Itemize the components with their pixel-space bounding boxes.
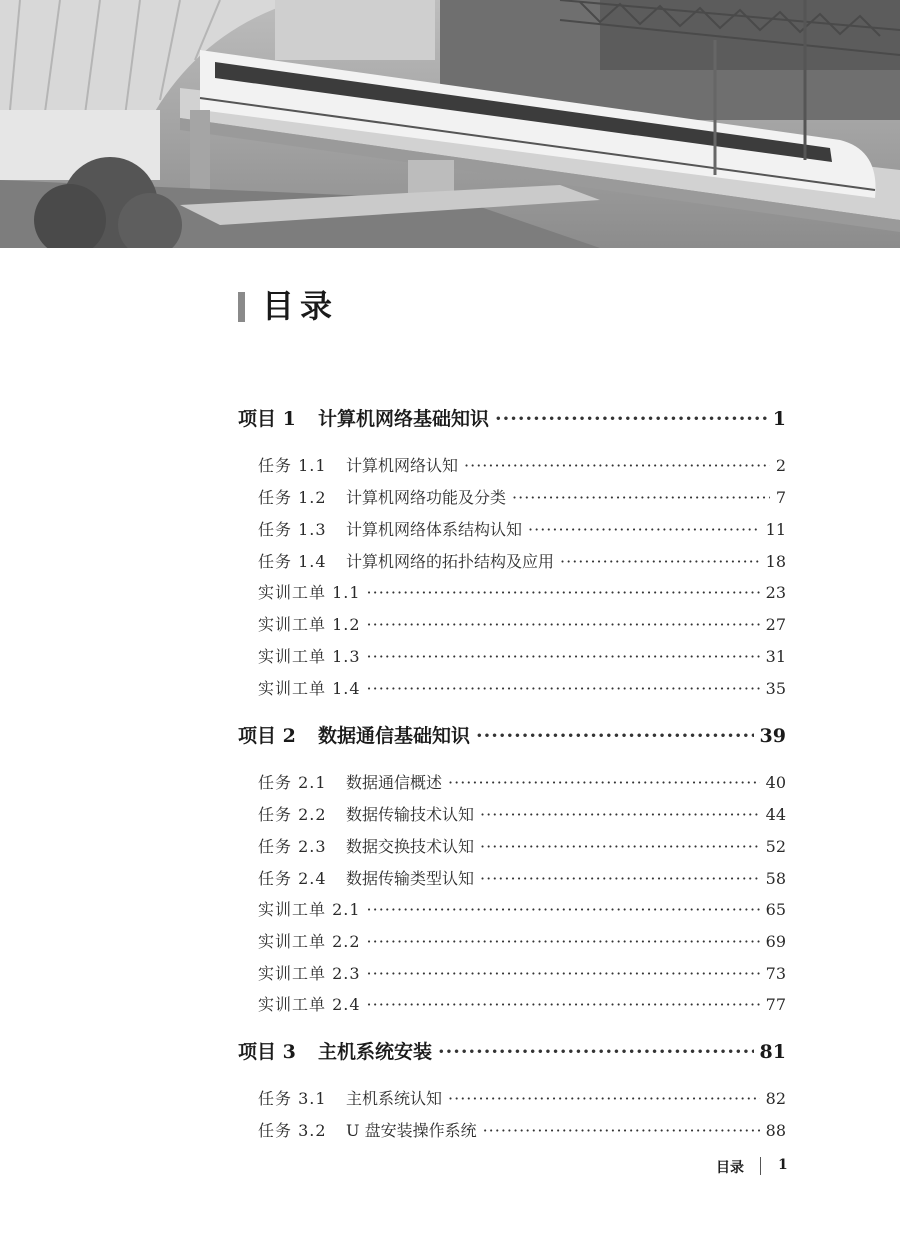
toc-entry-number: 实训工单 1.3 [258, 647, 361, 666]
toc-section-entry[interactable] [258, 834, 786, 857]
toc-section-entry[interactable] [258, 770, 786, 793]
toc-page-number: 2 [775, 456, 786, 475]
toc-entry-number: 项目 2 [238, 725, 296, 747]
toc-page-number: 40 [765, 773, 786, 792]
toc-dot-leader [512, 488, 770, 507]
toc-entry-title: 数据传输技术认知 [346, 805, 475, 824]
toc-dot-leader [367, 900, 760, 919]
toc-entry-number: 任务 3.1 [258, 1089, 327, 1108]
toc-lab-entry[interactable] [258, 580, 786, 603]
toc-page-number: 7 [775, 488, 786, 507]
toc-page-number: 18 [765, 552, 786, 571]
toc-page-number: 77 [765, 995, 786, 1014]
toc-dot-leader [367, 964, 760, 983]
toc-entry-title: 数据交换技术认知 [346, 837, 475, 856]
toc-entry-title: 计算机网络基础知识 [318, 408, 490, 430]
toc-section-entry[interactable] [258, 1086, 786, 1109]
page-title: 目录 [262, 287, 339, 325]
toc-section-entry[interactable] [258, 802, 786, 825]
toc-entry-number: 任务 1.2 [258, 488, 327, 507]
toc-dot-leader [476, 725, 754, 747]
toc-entry-number: 项目 1 [238, 408, 296, 430]
toc-lab-entry[interactable] [258, 644, 786, 667]
toc-page-number: 31 [765, 647, 786, 666]
toc-dot-leader [367, 583, 760, 602]
footer-separator [760, 1157, 761, 1175]
toc-dot-leader [367, 932, 760, 951]
toc-dot-leader [480, 869, 760, 888]
toc-section-entry[interactable] [258, 866, 786, 889]
toc-lab-entry[interactable] [258, 929, 786, 952]
toc-page-number: 44 [765, 805, 786, 824]
toc-entry-number: 任务 2.2 [258, 805, 327, 824]
toc-entry-number: 实训工单 2.4 [258, 995, 361, 1014]
toc-entry-title: 计算机网络的拓扑结构及应用 [346, 552, 555, 571]
toc-entry-number: 任务 1.1 [258, 456, 327, 475]
toc-page-number: 69 [765, 932, 786, 951]
toc-entry-title: 计算机网络体系结构认知 [346, 520, 523, 539]
toc-dot-leader [367, 995, 760, 1014]
toc-page-number: 52 [765, 837, 786, 856]
header-photo [0, 0, 900, 248]
toc-entry-number: 任务 2.1 [258, 773, 327, 792]
toc-dot-leader [367, 679, 760, 698]
toc-page-number: 1 [772, 408, 786, 430]
toc-dot-leader [495, 408, 767, 430]
toc-dot-leader [480, 837, 760, 856]
toc-dot-leader [560, 552, 760, 571]
toc-entry-number: 任务 1.3 [258, 520, 327, 539]
toc-dot-leader [528, 520, 760, 539]
toc-page-number: 58 [765, 869, 786, 888]
toc-entry-title: 数据传输类型认知 [346, 869, 475, 888]
toc-entry-title: 数据通信概述 [346, 773, 443, 792]
footer-label: 目录 [716, 1160, 744, 1176]
toc-entry-title: U 盘安装操作系统 [346, 1121, 477, 1140]
toc-lab-entry[interactable] [258, 961, 786, 984]
toc-page-number: 35 [765, 679, 786, 698]
toc-section-entry[interactable] [258, 453, 786, 476]
toc-page-number: 27 [765, 615, 786, 634]
toc-dot-leader [438, 1041, 754, 1063]
toc-entry-number: 项目 3 [238, 1041, 296, 1063]
toc-chapter-entry[interactable] [238, 721, 786, 748]
toc-dot-leader [480, 805, 760, 824]
toc-page-number: 23 [765, 583, 786, 602]
toc-page-number: 65 [765, 900, 786, 919]
toc-entry-title: 数据通信基础知识 [318, 725, 471, 747]
toc-lab-entry[interactable] [258, 612, 786, 635]
toc-entry-title: 主机系统安装 [318, 1041, 433, 1063]
toc-lab-entry[interactable] [258, 992, 786, 1015]
toc-section-entry[interactable] [258, 485, 786, 508]
toc-page-number: 11 [765, 520, 786, 539]
toc-entry-number: 任务 2.4 [258, 869, 327, 888]
toc-entry-number: 实训工单 2.2 [258, 932, 361, 951]
toc-lab-entry[interactable] [258, 897, 786, 920]
toc-section-entry[interactable] [258, 517, 786, 540]
toc-page-number: 81 [759, 1041, 786, 1063]
footer-page-number: 1 [778, 1157, 788, 1173]
toc-dot-leader [483, 1121, 760, 1140]
toc-entry-number: 任务 2.3 [258, 837, 327, 856]
toc-dot-leader [448, 1089, 760, 1108]
toc-entry-number: 任务 3.2 [258, 1121, 327, 1140]
toc-chapter-entry[interactable] [238, 1037, 786, 1064]
toc-entry-title: 计算机网络功能及分类 [346, 488, 507, 507]
toc-entry-number: 实训工单 2.1 [258, 900, 361, 919]
toc-dot-leader [367, 647, 760, 666]
toc-chapter-entry[interactable] [238, 404, 786, 431]
toc-dot-leader [464, 456, 770, 475]
toc-entry-number: 任务 1.4 [258, 552, 327, 571]
toc-page-number: 82 [765, 1089, 786, 1108]
toc-entry-number: 实训工单 1.2 [258, 615, 361, 634]
title-accent-bar [238, 292, 245, 322]
toc-dot-leader [448, 773, 760, 792]
toc-entry-number: 实训工单 1.4 [258, 679, 361, 698]
toc-entry-title: 主机系统认知 [346, 1089, 443, 1108]
toc-entry-title: 计算机网络认知 [346, 456, 459, 475]
toc-section-entry[interactable] [258, 549, 786, 572]
toc-page-number: 88 [765, 1121, 786, 1140]
toc-dot-leader [367, 615, 760, 634]
toc-entry-number: 实训工单 2.3 [258, 964, 361, 983]
toc-page-number: 73 [765, 964, 786, 983]
toc-lab-entry[interactable] [258, 676, 786, 699]
toc-page-number: 39 [759, 725, 786, 747]
toc-entry-number: 实训工单 1.1 [258, 583, 361, 602]
toc-section-entry[interactable] [258, 1118, 786, 1141]
